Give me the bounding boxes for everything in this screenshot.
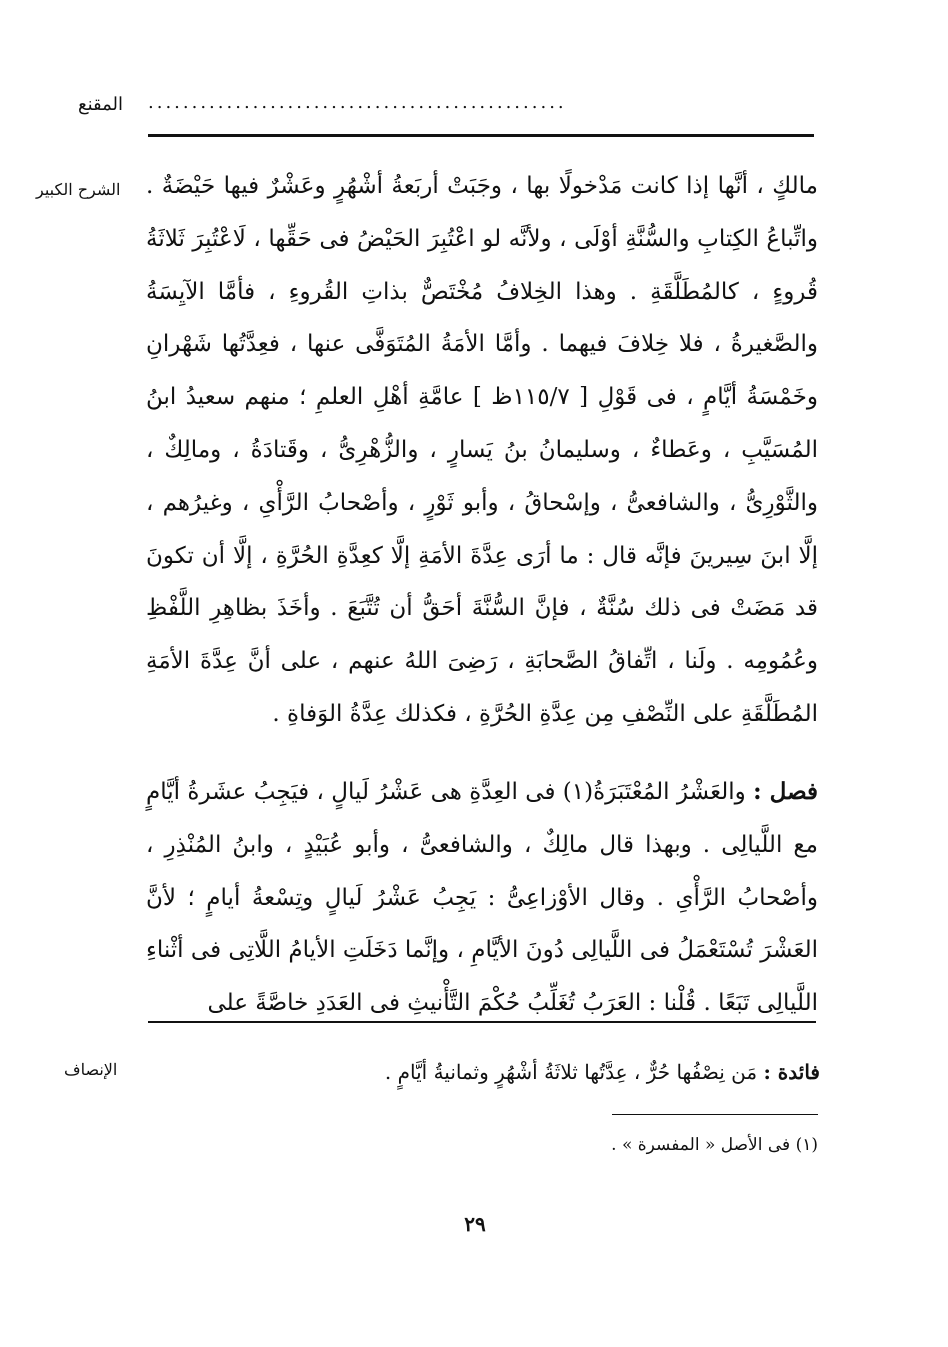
main-text-block: [146, 160, 818, 741]
running-header-dots: ................................................: [148, 92, 567, 113]
running-header-title: المقنع: [78, 94, 124, 115]
faida-heading: فائدة :: [763, 1060, 820, 1084]
margin-label-sharh: الشرح الكبير: [36, 180, 121, 199]
faida-text: مَن نِصْفُها حُرٌّ ، عِدَّتُها ثلاثَةُ أشْهُرٍ وثمانيةُ أيَّامٍ .: [384, 1060, 758, 1084]
fasl-section: [146, 766, 818, 1030]
header-rule: [148, 134, 814, 137]
footnote: (١) فى الأصل « المفسرة » .: [611, 1135, 818, 1155]
page-number: ٢٩: [464, 1212, 486, 1236]
margin-label-insaf: الإنصاف: [64, 1060, 118, 1079]
fasl-heading: فصل :: [753, 778, 819, 805]
section-divider: [148, 1021, 816, 1023]
faida-note: [300, 1054, 820, 1090]
paragraph-2-text: والعَشْرُ المُعْتَبَرَةُ(١) فى العِدَّةِ هى عَشْرُ لَيالٍ ، فيَجِبُ عشَرةُ أيَّامٍ مع اللَّيالِى . وبهذا قال مالِكٌ ، والشافعىُّ ، وأبو عُبَيْدٍ ، وابنُ المُنْذِرِ ، وأصْحابُ الرَّأْىِ . وقال الأوْزاعِىُّ : يَجِبُ عَشْرُ لَيالٍ وتِسْعةُ أيامٍ ؛ لأنَّ العَشْرَ تُسْتَعْمَلُ فى اللَّيالِى دُونَ الأيَّامِ ، وإنَّما دَخَلَتِ الأيامُ اللَّاتِى فى أثْناءِ اللَّيالِى تَبَعًا . قُلْنا : العَرَبُ تُغَلِّبُ حُكْمَ التَّأْنيثِ فى العَدَدِ خاصَّةً على: [146, 779, 818, 1017]
footnote-rule: [612, 1114, 818, 1115]
paragraph-1: مالكٍ ، أنَّها إذا كانت مَدْخولًا بها ، وجَبَتْ أربَعةُ أشْهُرٍ وعَشْرٌ فيها حَيْضَةٌ . واتِّباعُ الكِتابِ والسُّنَّةِ أوْلَى ، ولأنَّه لو اعْتُبِرَ الحَيْضُ فى حَقِّها ، لَاعْتُبِرَ ثَلاثَةُ قُروءٍ ، كالمُطَلَّقَةِ . وهذا الخِلافُ مُخْتَصٌّ بذاتِ القُروءِ ، فأمَّا الآيِسَةُ والصَّغيرةُ ، فلا خِلافَ فيهما . وأمَّا الأمَةُ المُتَوَفَّى عنها ، فعِدَّتُها شَهْرانِ وخَمْسَةُ أيَّامٍ ، فى قَوْلِ [ ١١٥/٧ظ ] عامَّةِ أهْلِ العلمِ ؛ منهم سعيدُ ابنُ المُسَيَّبِ ، وعَطاءٌ ، وسليمانُ بنُ يَسارٍ ، والزُّهْرِىُّ ، وقَتادَةُ ، ومالِكٌ ، والثَّوْرِىُّ ، والشافعىُّ ، وإسْحاقُ ، وأبو ثَوْرٍ ، وأصْحابُ الرَّأْىِ ، وغيرُهم ، إلَّا ابنَ سِيرينَ فإنَّه قال : ما أرَى عِدَّةَ الأمَةِ إلَّا كعِدَّةِ الحُرَّةِ ، إلَّا أن تكونَ قد مَضَتْ فى ذلك سُنَّةٌ ، فإنَّ السُّنَّةَ أحَقُّ أن تُتَّبَعَ . وأخَذَ بظاهِرِ اللَّفْظِ وعُمُومِه . ولَنا ، اتِّفاقُ الصَّحابَةِ ، رَضِىَ اللهُ عنهم ، على أنَّ عِدَّةَ الأمَةِ المُطَلَّقَةِ على النِّصْفِ مِن عِدَّةِ الحُرَّةِ ، فكذلك عِدَّةُ الوَفاةِ .: [146, 173, 818, 727]
paragraph-2: [146, 766, 818, 1030]
